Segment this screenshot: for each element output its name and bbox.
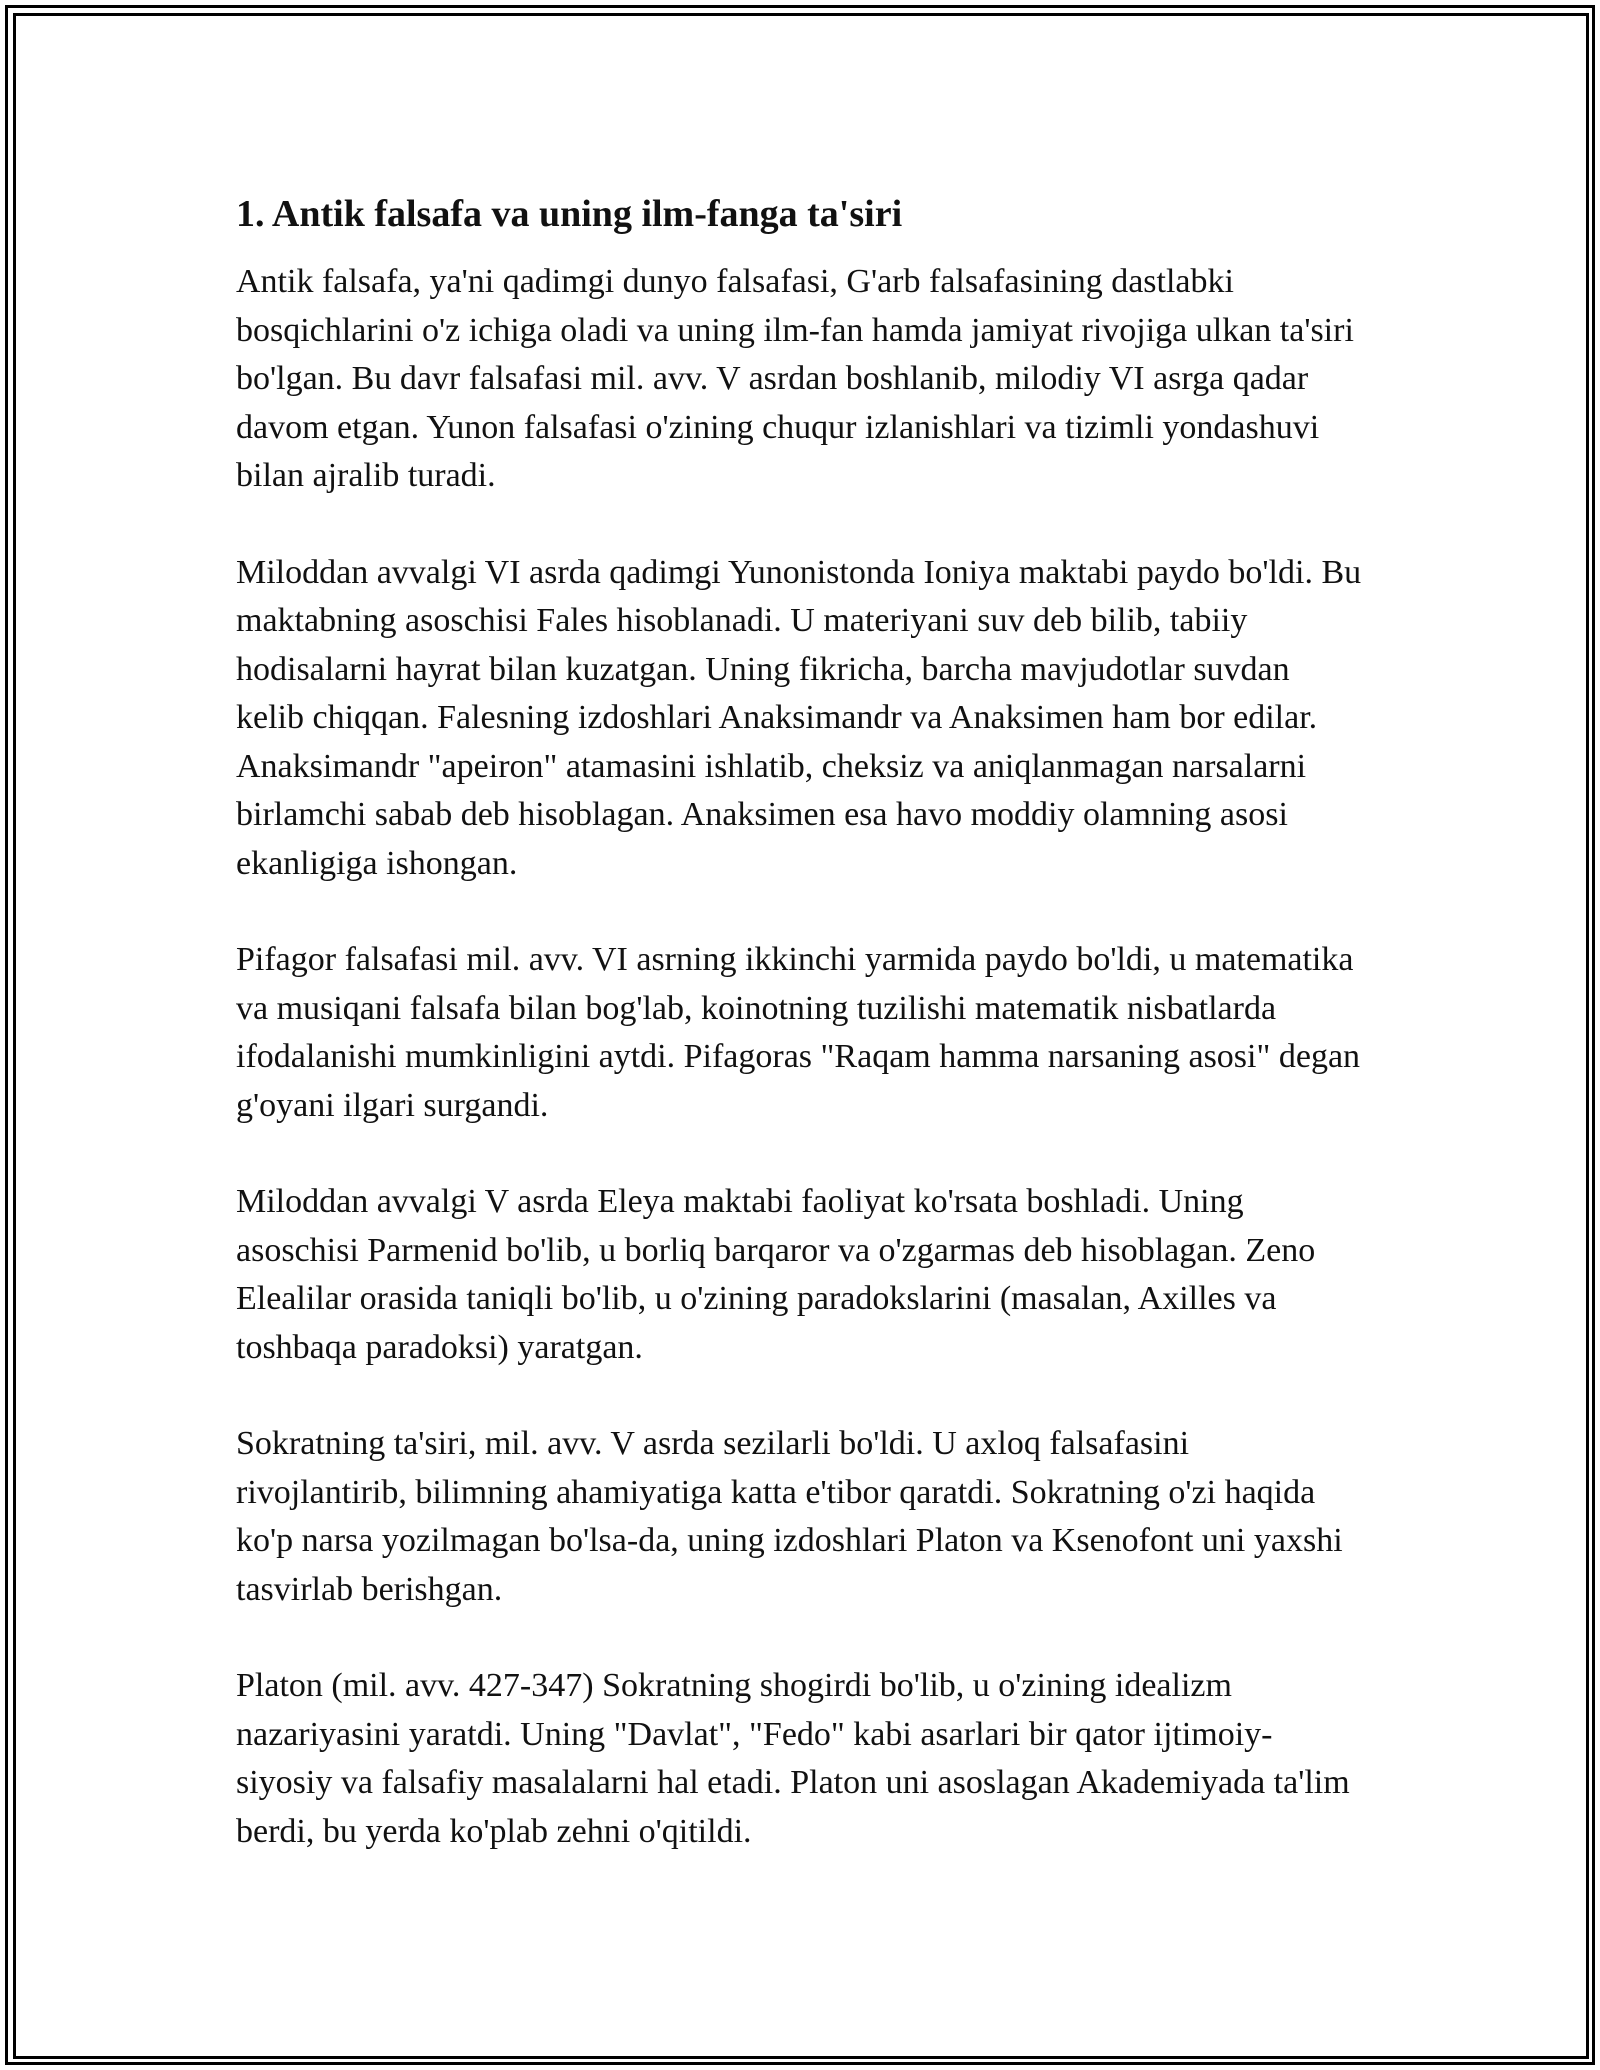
paragraph-pifagor: Pifagor falsafasi mil. avv. VI asrning ikkinchi yarmida paydo bo'ldi, u matematika va musiqani falsafa bilan bog'lab, koinotning tuzilishi matematik nisbatlarda ifodalanishi mumkinligini aytdi. Pifagoras "Raqam hamma narsaning asosi" degan g'oyani ilgari surgandi.: [236, 941, 1361, 1124]
paragraph-eleya-maktabi: Miloddan avvalgi V asrda Eleya maktabi faoliyat ko'rsata boshladi. Uning asoschisi Parmenid bo'lib, u borliq barqaror va o'zgarmas deb hisoblagan. Zeno Elealilar orasida taniqli bo'lib, u o'zining paradokslarini (masalan, Axilles va toshbaqa paradoksi) yaratgan.: [236, 1183, 1316, 1366]
paragraph-platon: Platon (mil. avv. 427-347) Sokratning shogirdi bo'lib, u o'zining idealizm nazariyasini yaratdi. Uning "Davlat", "Fedo" kabi asarlari bir qator ijtimoiy-siyosiy va falsafiy masalalarni hal etadi. Platon uni asoslagan Akademiyada ta'lim berdi, bu yerda ko'plab zehni o'qitildi.: [236, 1667, 1350, 1850]
document-body: [236, 188, 1366, 1904]
paragraph-ioniya-maktabi: Miloddan avvalgi VI asrda qadimgi Yunonistonda Ioniya maktabi paydo bo'ldi. Bu maktabning asoschisi Fales hisoblanadi. U materiyani suv deb bilib, tabiiy hodisalarni hayrat bilan kuzatgan. Uning fikricha, barcha mavjudotlar suvdan kelib chiqqan. Falesning izdoshlari Anaksimandr va Anaksimen ham bor edilar. Anaksimandr "apeiron" atamasini ishlatib, cheksiz va aniqlanmagan narsalarni birlamchi sabab deb hisoblagan. Anaksimen esa havo moddiy olamning asosi ekanligiga ishongan.: [236, 553, 1362, 882]
section-title: 1. Antik falsafa va uning ilm-fanga ta'siri: [236, 193, 903, 235]
paragraph-sokrat: Sokratning ta'siri, mil. avv. V asrda sezilarli bo'ldi. U axloq falsafasini rivojlantirib, bilimning ahamiyatiga katta e'tibor qaratdi. Sokratning o'zi haqida ko'p narsa yozilmagan bo'lsa-da, uning izdoshlari Platon va Ksenofont uni yaxshi tasvirlab berishgan.: [236, 1425, 1343, 1608]
paragraph-antik-falsafa: Antik falsafa, ya'ni qadimgi dunyo falsafasi, G'arb falsafasining dastlabki bosqichlarini o'z ichiga oladi va uning ilm-fan hamda jamiyat rivojiga ulkan ta'siri bo'lgan. Bu davr falsafasi mil. avv. V asrdan boshlanib, milodiy VI asrga qadar davom etgan. Yunon falsafasi o'zining chuqur izlanishlari va tizimli yondashuvi bilan ajralib turadi.: [236, 263, 1354, 494]
